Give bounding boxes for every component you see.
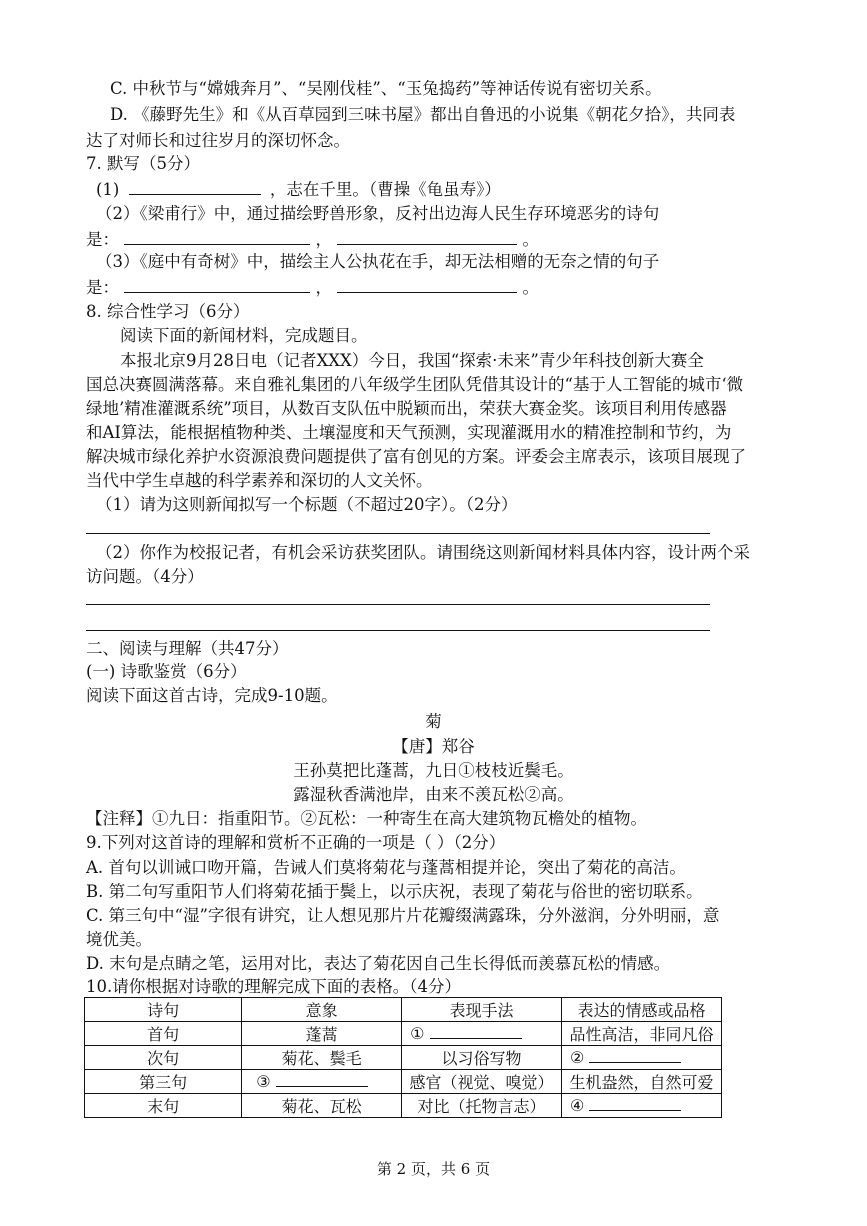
q8-sub2-cont: 访问题。（4分）	[86, 567, 204, 586]
table-cell: 菊花、瓦松	[242, 1094, 402, 1118]
table-cell: 末句	[85, 1094, 242, 1118]
q9-option-d: D. 末句是点睛之笔，运用对比，表达了菊花因自己生长得低而羡慕瓦松的情感。	[86, 954, 671, 973]
q7-item2-answer	[86, 228, 539, 251]
q7-item3-answer	[86, 276, 539, 299]
news-line-2: 国总决赛圆满落幕。来自雅礼集团的八年级学生团队凭借其设计的“基于人工智能的城市‘微	[86, 375, 744, 394]
answer-blank[interactable]	[276, 1072, 368, 1087]
q6-option-c: C. 中秋节与“嫦娥奔月”、“吴刚伐桂”、“玉兔捣药”等神话传说有密切关系。	[110, 79, 662, 98]
q9-option-c-cont: 境优美。	[86, 930, 152, 949]
table-cell: 品性高洁，非同凡俗	[562, 1022, 722, 1046]
table-cell-blank-2[interactable]	[562, 1046, 722, 1070]
table-cell: 生机盎然，自然可爱	[562, 1070, 722, 1094]
answer-blank[interactable]	[589, 1048, 681, 1063]
poem-title: 菊	[425, 712, 442, 731]
table-header: 意象	[242, 998, 402, 1022]
blank-number: ②	[570, 1048, 585, 1067]
q8-sub2-answer-line-1[interactable]	[86, 604, 710, 605]
q10-stem: 10.请你根据对诗歌的理解完成下面的表格。（4分）	[86, 977, 461, 996]
table-row	[85, 1094, 722, 1118]
poem-analysis-table	[84, 997, 722, 1118]
table-cell-blank-3[interactable]	[242, 1070, 402, 1094]
blank-number: ①	[410, 1024, 425, 1043]
blank-number: ④	[570, 1096, 585, 1115]
table-row	[85, 1046, 722, 1070]
q9-stem: 9.下列对这首诗的理解和赏析不正确的一项是（ ）（2分）	[86, 833, 506, 852]
news-line-1: 本报北京9月28日电（记者XXX）今日，我国“探索·未来”青少年科技创新大赛全	[120, 351, 704, 370]
poem-note: 【注释】①九日：指重阳节。②瓦松：一种寄生在高大建筑物瓦檐处的植物。	[86, 809, 647, 828]
section2-part1: (一) 诗歌鉴赏（6分）	[86, 662, 247, 681]
table-cell: 对比（托物言志）	[402, 1094, 562, 1118]
q9-option-c: C. 第三句中“湿”字很有讲究，让人想见那片片花瓣缀满露珠，分外滋润，分外明丽，意	[86, 906, 720, 925]
news-line-3: 绿地’精准灌溉系统”项目，从数百支队伍中脱颖而出，荣获大赛金奖。该项目利用传感器	[86, 399, 727, 418]
q8-sub1-answer-line[interactable]	[86, 533, 710, 534]
q7-item3-end: 。	[522, 278, 539, 297]
q7-item3-blank-2[interactable]	[337, 276, 517, 293]
news-line-4: 和AI算法，能根据植物种类、土壤湿度和天气预测，实现灌溉用水的精准控制和节约，为	[86, 423, 732, 442]
page-number: 第 2 页，共 6 页	[376, 1160, 491, 1178]
q7-item2-comma: ，	[315, 230, 332, 249]
table-cell: 以习俗写物	[402, 1046, 562, 1070]
q7-item1-number: (1)	[96, 180, 120, 199]
q7-item1-blank[interactable]	[129, 178, 261, 195]
q9-option-b: B. 第二句写重阳节人们将菊花插于鬓上，以示庆祝，表现了菊花与俗世的密切联系。	[86, 882, 703, 901]
q8-title: 8. 综合性学习（6分）	[86, 302, 250, 321]
q8-sub2: （2）你作为校报记者，有机会采访获奖团队。请围绕这则新闻材料具体内容，设计两个采	[96, 543, 750, 562]
q8-sub1: （1）请为这则新闻拟写一个标题（不超过20字）。（2分）	[96, 495, 518, 514]
table-header: 诗句	[85, 998, 242, 1022]
section2-title: 二、阅读与理解（共47分）	[86, 639, 289, 658]
table-cell: 蓬蒿	[242, 1022, 402, 1046]
table-cell-blank-1[interactable]	[402, 1022, 562, 1046]
q7-item2-blank-1[interactable]	[124, 228, 310, 245]
q7-item3-prompt: （3）《庭中有奇树》中，描绘主人公执花在手，却无法相赠的无奈之情的句子	[96, 252, 660, 271]
q7-item3-comma: ，	[315, 278, 332, 297]
q8-sub2-answer-line-2[interactable]	[86, 630, 710, 631]
q7-item1-suffix: ，志在千里。（曹操《龟虽寿》）	[269, 180, 501, 199]
q9-option-a: A. 首句以训诫口吻开篇，告诫人们莫将菊花与蓬蒿相提并论，突出了菊花的高洁。	[86, 858, 686, 877]
answer-blank[interactable]	[589, 1096, 681, 1111]
table-row	[85, 1022, 722, 1046]
q7-item2-blank-2[interactable]	[337, 228, 517, 245]
news-line-5: 解决城市绿化养护水资源浪费问题提供了富有创见的方案。评委会主席表示，该项目展现了	[86, 447, 746, 466]
table-cell: 菊花、鬓毛	[242, 1046, 402, 1070]
q6-option-d-cont: 达了对师长和过往岁月的深切怀念。	[86, 131, 350, 150]
q7-item3-label: 是：	[86, 278, 119, 297]
poem-author: 【唐】郑谷	[392, 737, 475, 756]
table-cell: 首句	[85, 1022, 242, 1046]
q7-title: 7. 默写（5分）	[86, 154, 200, 173]
table-cell: 感官（视觉、嗅觉）	[402, 1070, 562, 1094]
q7-item2-label: 是：	[86, 230, 119, 249]
q7-item2-end: 。	[522, 230, 539, 249]
table-header-row	[85, 998, 722, 1022]
blank-number: ③	[256, 1072, 271, 1091]
answer-blank[interactable]	[430, 1024, 522, 1039]
q6-option-d: D. 《藤野先生》和《从百草园到三味书屋》都出自鲁迅的小说集《朝花夕拾》，共同表	[110, 105, 736, 124]
table-cell-blank-4[interactable]	[562, 1094, 722, 1118]
q8-intro: 阅读下面的新闻材料，完成题目。	[120, 326, 368, 345]
section2-instruction: 阅读下面这首古诗，完成9-10题。	[86, 686, 338, 705]
poem-line-1: 王孙莫把比蓬蒿，九日①枝枝近鬓毛。	[293, 761, 574, 780]
news-line-6: 当代中学生卓越的科学素养和深切的人文关怀。	[86, 471, 433, 490]
poem-line-2: 露湿秋香满池岸，由来不羡瓦松②高。	[293, 785, 574, 804]
q7-item2-prompt: （2）《梁甫行》中，通过描绘野兽形象，反衬出边海人民生存环境恶劣的诗句	[96, 204, 660, 223]
table-cell: 第三句	[85, 1070, 242, 1094]
table-cell: 次句	[85, 1046, 242, 1070]
q7-item3-blank-1[interactable]	[124, 276, 310, 293]
table-header: 表达的情感或品格	[562, 998, 722, 1022]
table-row	[85, 1070, 722, 1094]
q7-item1	[96, 178, 501, 201]
table-header: 表现手法	[402, 998, 562, 1022]
